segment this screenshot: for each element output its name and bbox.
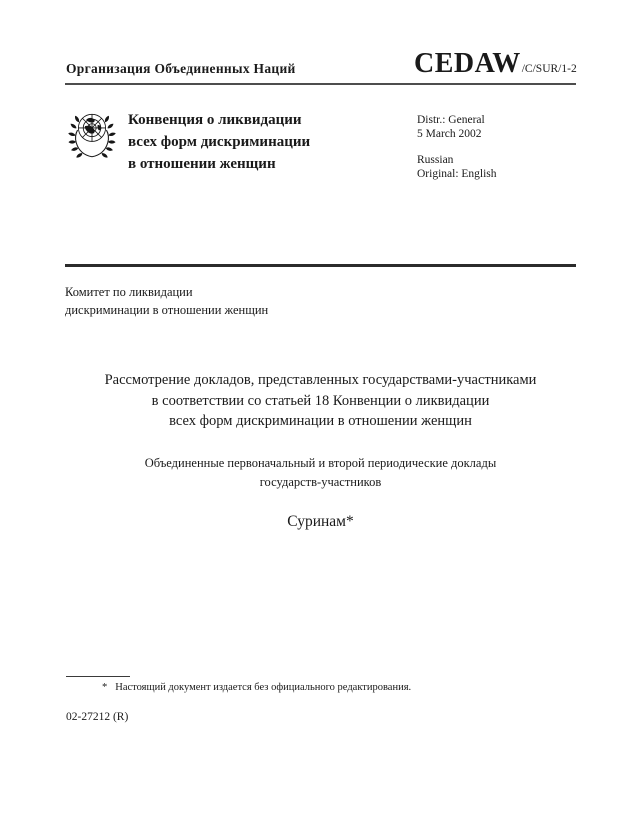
report-title-line: в соответствии со статьей 18 Конвенции о ликвидации xyxy=(151,392,490,409)
header-rule xyxy=(65,83,576,85)
distr-date: 5 March 2002 xyxy=(417,127,482,140)
convention-title-line: всех форм дискриминации xyxy=(128,134,311,150)
job-number: 02-27212 (R) xyxy=(66,711,129,723)
document-symbol-suffix: /C/SUR/1-2 xyxy=(521,63,577,75)
report-title xyxy=(65,370,576,432)
committee-name xyxy=(65,283,268,319)
distr-original: Original: English xyxy=(417,167,497,180)
un-emblem-icon xyxy=(64,106,120,162)
distr-spacer xyxy=(417,141,497,154)
footnote-text: Настоящий документ издается без официального редактирования. xyxy=(115,682,412,693)
report-subtitle xyxy=(65,454,576,492)
country-name: Суринам* xyxy=(287,513,354,530)
report-title-line: всех форм дискриминации в отношении женщин xyxy=(169,413,472,429)
distribution-info xyxy=(417,114,497,181)
document-symbol xyxy=(414,48,577,80)
committee-name-line: Комитет по ликвидации xyxy=(65,285,193,299)
convention-title xyxy=(128,109,310,175)
distr-language: Russian xyxy=(417,154,454,166)
committee-name-line: дискриминации в отношении женщин xyxy=(65,303,269,317)
document-series: CEDAW xyxy=(414,48,521,79)
convention-title-line: Конвенция о ликвидации xyxy=(128,112,302,128)
footnote xyxy=(102,682,411,693)
section-rule xyxy=(65,264,576,267)
footnote-marker: * xyxy=(102,682,108,693)
distr-type: Distr.: General xyxy=(417,114,485,126)
footnote-rule xyxy=(66,676,130,677)
org-name: Организация Объединенных Наций xyxy=(66,61,296,76)
report-subtitle-line: государств-участников xyxy=(259,475,382,489)
report-title-line: Рассмотрение докладов, представленных государствами-участниками xyxy=(104,372,537,388)
convention-title-line: в отношении женщин xyxy=(128,156,276,172)
report-subtitle-line: Объединенные первоначальный и второй периодические доклады xyxy=(144,456,497,470)
